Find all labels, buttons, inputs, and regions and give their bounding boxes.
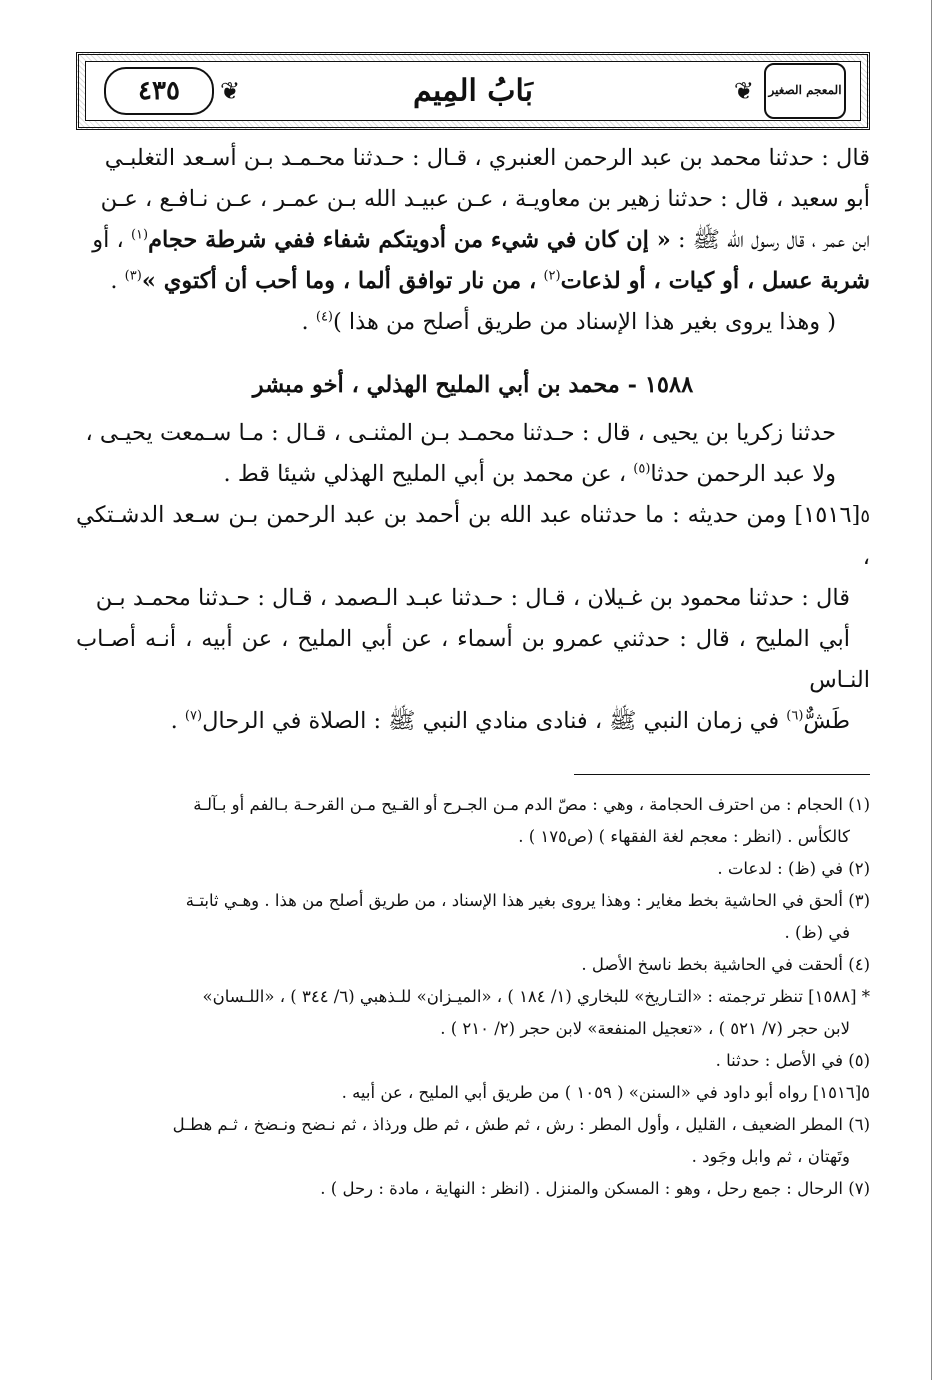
- footnote-ref: (٧): [184, 708, 203, 724]
- page-edge-rule: [931, 0, 932, 1380]
- main-text: [76, 138, 870, 742]
- footnote: (٦) المطر الضعيف ، القليل ، وأول المطر : رش ، ثم طش ، ثم طل ورذاذ ، ثم نـضح ونـضخ ، ثـم هطـل: [172, 1115, 870, 1134]
- footnote-ref: (٢): [543, 268, 561, 284]
- footnote: (٧) الرحال : جمع رحل ، وهو : المسكن والمنزل . (انظر : النهاية ، مادة : رحل ) .: [320, 1179, 870, 1198]
- isnad-note-paragraph: ( وهذا يروى بغير هذا الإسناد من طريق أصلح من هذا )$^{(٤)}$ .: [301, 309, 836, 335]
- hadith-paragraph-1: قال : حدثنا محمد بن عبد الرحمن العنبري ، قـال : حـدثنا محـمـد بـن أسـعد التغلبـي أبو سعيد ، قال : حدثنا زهير بن معاويـة ، عـن عبيـد الله بـن عمـر ، عـن نـافـع ، عـن ابن عمر ، قال رسول الله ﷺ : « إن كان في شيء من أدويتكم شفاء ففي شرطة حجام$^{(١)}$ ، أو شربة عسل ، أو كيات ، أو لذعات$^{(٢)}$ ، من نار توافق ألما ، وما أحب أن أكتوي »$^{(٣)}$ .: [92, 145, 870, 294]
- footnote: (٥) في الأصل : حدثنا .: [715, 1051, 870, 1070]
- hadith-text: شربة عسل ، أو كيات ، أو لذعات: [560, 268, 870, 294]
- hadith-text: « إن كان في شيء من أدويتكم شفاء ففي شرطة حجام: [148, 227, 671, 253]
- footnote: (٣) ألحق في الحاشية بخط مغاير : وهذا يروى بغير هذا الإسناد ، من طريق أصلح من هذا . وهـي ثابتـة: [185, 891, 870, 910]
- footnote-ref: (٤): [315, 309, 333, 325]
- page: [76, 52, 870, 1205]
- footnote: (٢) في (ظ) : لدعات .: [717, 859, 870, 878]
- book-logo: [764, 63, 846, 119]
- footnote-ref: (٥): [633, 461, 651, 477]
- footnote-continuation: لابن حجر (٧/ ٥٢١ ) ، «تعجيل المنفعة» لابن حجر (٢/ ٢١٠ ) .: [440, 1019, 850, 1038]
- hadith-marker-icon: ٥: [860, 506, 870, 527]
- ornament-icon: ❦: [220, 77, 241, 105]
- footnote-divider: [574, 774, 870, 775]
- footnote-ref: (١): [130, 227, 149, 243]
- header-frame: [85, 61, 861, 121]
- chapter-title: بَابُ المِيم: [412, 73, 534, 109]
- hadith-text: ، من نار توافق ألما ، وما أحب أن أكتوي »: [141, 268, 537, 294]
- page-header: [76, 52, 870, 130]
- footnote-ref: (٣): [124, 268, 142, 284]
- footnote: (١) الحجام : من احترف الحجامة ، وهي : مصّ الدم مـن الجـرح أو القـيح مـن القرحـة بـالفم أو بـآلـة: [193, 795, 870, 814]
- book-logo-text: المعجم الصغير: [768, 83, 842, 98]
- footnote: * [١٥٨٨] تنظر ترجمته : «التـاريخ» للبخاري (١/ ١٨٤ ) ، «الميـزان» للـذهبي (٦/ ٣٤٤ ) ، «اللـسان»: [202, 987, 870, 1006]
- footnotes: [76, 789, 870, 1205]
- footnote: (٤) ألحقت في الحاشية بخط ناسخ الأصل .: [581, 955, 870, 974]
- entry-heading: ١٥٨٨ - محمد بن أبي المليح الهذلي ، أخو مبشر: [252, 372, 694, 398]
- footnote-ref: (٦): [786, 708, 804, 724]
- narration-paragraph: حدثنا زكريا بن يحيى ، قال : حـدثنا محمـد بـن المثنـى ، قـال : مـا سـمعت يحيـى ، ولا عبد الرحمن حدثا$^{(٥)}$ ، عن محمد بن أبي المليح الهذلي شيئا قط .: [85, 420, 836, 487]
- footnote: ٥[١٥١٦] رواه أبو داود في «السنن» ( ١٠٥٩ ) من طريق أبي المليح ، عن أبيه .: [341, 1083, 870, 1102]
- footnote-continuation: وتَهتان ، ثم وابل وجَود .: [691, 1147, 850, 1166]
- hadith-paragraph-2: ٥[١٥١٦] ومن حديثه : ما حدثناه عبد الله بن أحمد بن عبد الرحمن بـن سـعد الدشـتكي ، قال : حدثنا محمود بن غـيلان ، قـال : حـدثنا عبـد الـصمد ، قـال : حـدثنا محمـد بـن أبي المليح ، قال : حدثني عمرو بن أسماء ، عن أبي المليح ، عن أبيه ، أنـه أصـاب النـاس طَشٌّ$^{(٦)}$ في زمان النبي ﷺ ، فنادى منادي النبي ﷺ : الصلاة في الرحال$^{(٧)}$ .: [76, 502, 870, 734]
- page-number: ٤٣٥: [104, 67, 214, 115]
- footnote-continuation: في (ظ) .: [784, 923, 850, 942]
- footnote-continuation: كالكأس . (انظر : معجم لغة الفقهاء ) (ص١٧٥ ) .: [518, 827, 850, 846]
- ornament-icon: ❦: [733, 77, 754, 105]
